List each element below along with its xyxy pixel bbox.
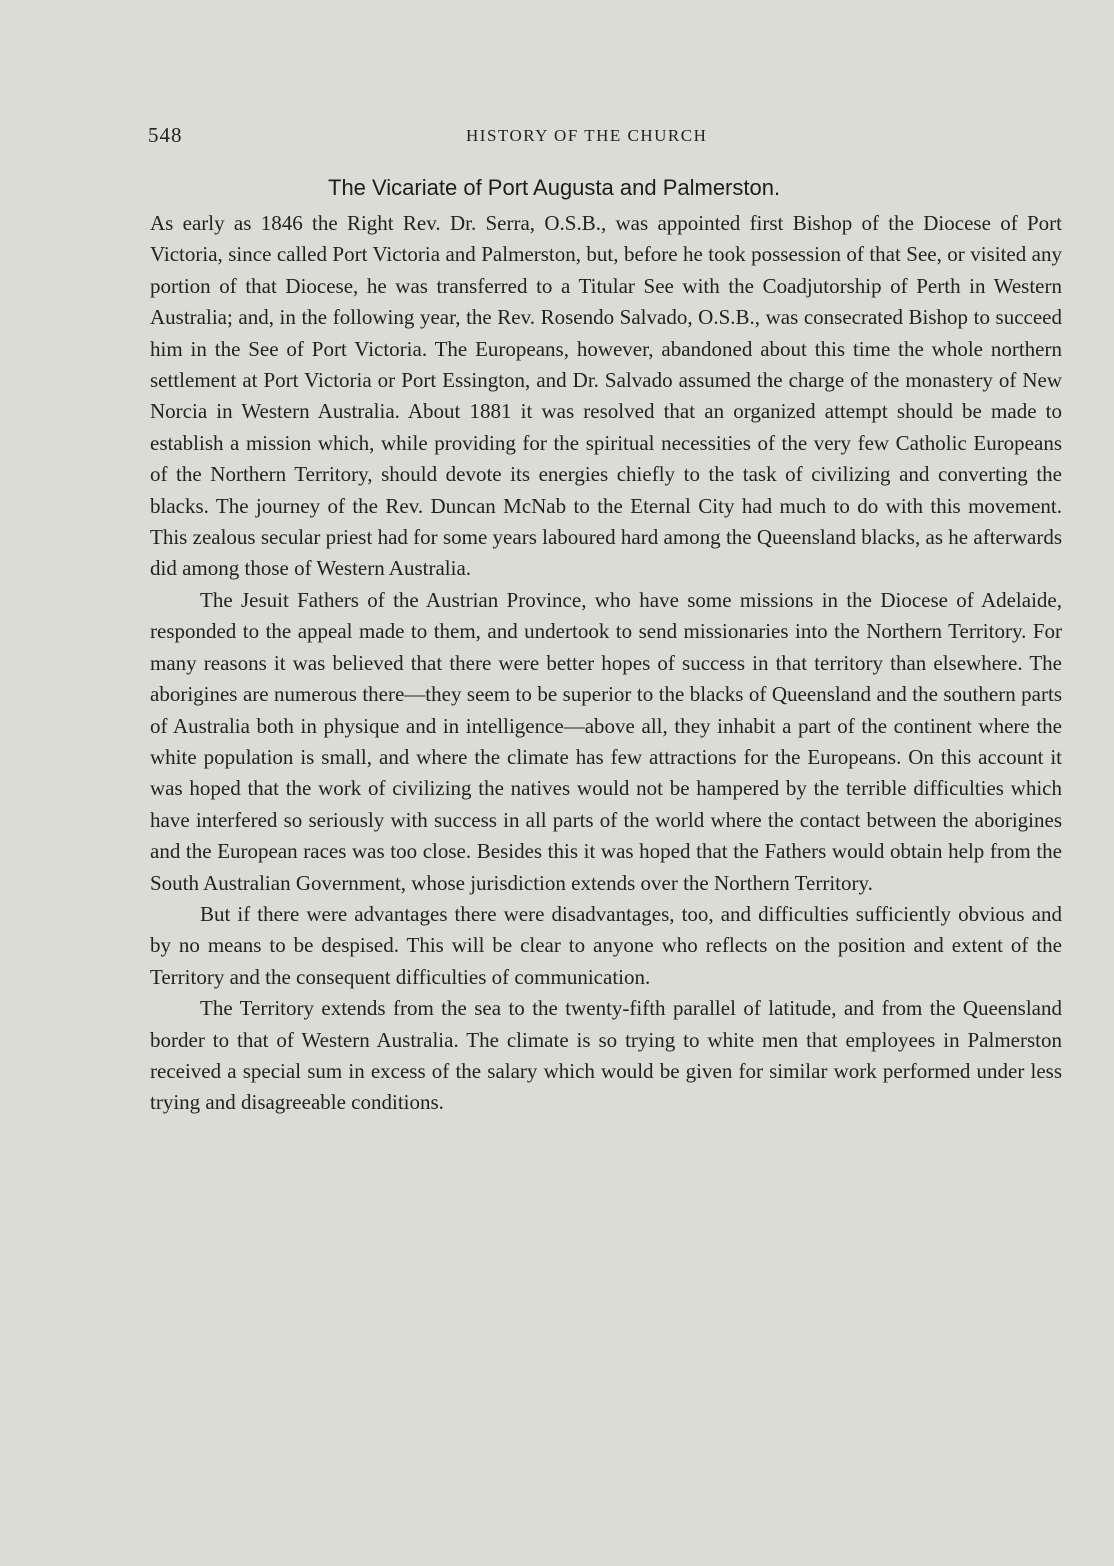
paragraph-3: But if there were advantages there were disadvantages, too, and difficulties sufficiently obvious and by no means to be despised. This will be clear to anyone who reflects on the position and extent of the Territory and the consequent difficulties of communication. [150, 901, 1062, 989]
section-title: The Vicariate of Port Augusta and Palmerston. [328, 175, 781, 200]
page-number: 548 [148, 123, 183, 147]
body-text [150, 208, 1062, 1119]
running-head: HISTORY OF THE CHURCH [466, 126, 708, 145]
paragraph-1: As early as 1846 the Right Rev. Dr. Serra, O.S.B., was appointed first Bishop of the Diocese of Port Victoria, since called Port Victoria and Palmerston, but, before he took possession of that See, or visited any portion of that Diocese, he was transferred to a Titular See with the Coadjutorship of Perth in Western Australia; and, in the following year, the Rev. Rosendo Salvado, O.S.B., was consecrated Bishop to succeed him in the See of Port Victoria. The Europeans, however, abandoned about this time the whole northern settlement at Port Victoria or Port Essington, and Dr. Salvado assumed the charge of the monastery of New Norcia in Western Australia. About 1881 it was resolved that an organized attempt should be made to establish a mission which, while providing for the spiritual necessities of the very few Catholic Europeans of the Northern Territory, should devote its energies chiefly to the task of civilizing and converting the blacks. The journey of the Rev. Duncan McNab to the Eternal City had much to do with this movement. This zealous secular priest had for some years laboured hard among the Queensland blacks, as he afterwards did among those of Western Australia. [150, 211, 1062, 581]
paragraph-2: The Jesuit Fathers of the Austrian Province, who have some missions in the Diocese of Adelaide, responded to the appeal made to them, and undertook to send missionaries into the Northern Territory. For many reasons it was believed that there were better hopes of success in that territory than elsewhere. The aborigines are numerous there—they seem to be superior to the blacks of Queensland and the southern parts of Australia both in physique and in intelligence—above all, they inhabit a part of the continent where the white population is small, and where the climate has few attractions for the Europeans. On this account it was hoped that the work of civilizing the natives would not be hampered by the terrible difficulties which have interfered so seriously with success in all parts of the world where the contact between the aborigines and the European races was too close. Besides this it was hoped that the Fathers would obtain help from the South Australian Government, whose jurisdiction extends over the Northern Territory. [150, 587, 1062, 895]
paragraph-4: The Territory extends from the sea to the twenty-fifth parallel of latitude, and from the Queensland border to that of Western Australia. The climate is so trying to white men that employees in Palmerston received a special sum in excess of the salary which would be given for similar work performed under less trying and disagreeable conditions. [150, 996, 1062, 1115]
